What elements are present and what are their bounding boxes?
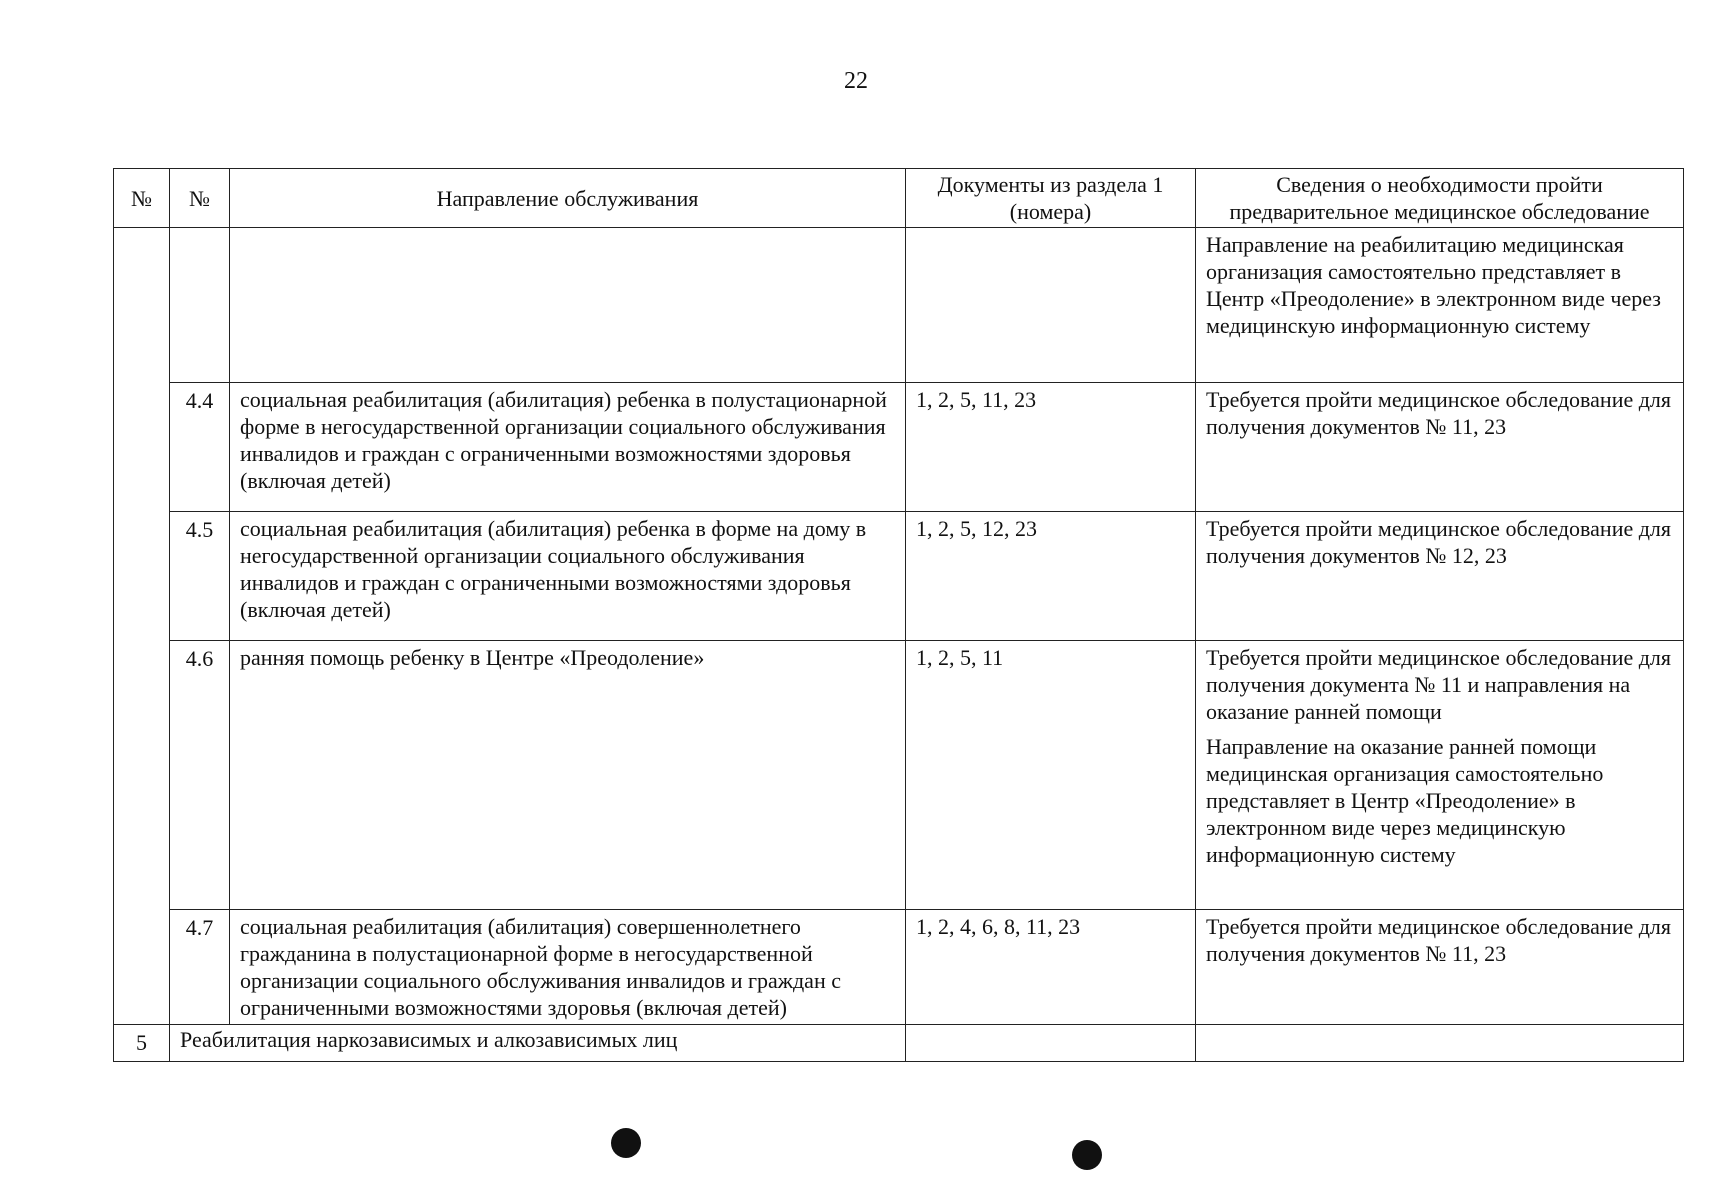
merged-num-cell [114, 228, 170, 1025]
row-documents: 1, 2, 4, 6, 8, 11, 23 [906, 910, 1196, 1025]
header-num-outer: № [114, 169, 170, 228]
row-documents: 1, 2, 5, 11 [906, 641, 1196, 910]
punch-hole-left [611, 1128, 641, 1158]
section-medical [1196, 1025, 1684, 1062]
table-header-row [114, 169, 1684, 228]
row-direction: социальная реабилитация (абилитация) совершеннолетнего гражданина в полустационарной форме в негосударственной организации социального обслуживания инвалидов и граждан с ограниченными возможностями здоровья (включая детей) [230, 910, 906, 1025]
table-row [114, 383, 1684, 512]
punch-hole-right [1072, 1140, 1102, 1170]
row-num-cell [170, 228, 230, 383]
table-row [114, 641, 1684, 910]
row-documents-cell [906, 228, 1196, 383]
row-direction: социальная реабилитация (абилитация) ребенка в форме на дому в негосударственной организации социального обслуживания инвалидов и граждан с ограниченными возможностями здоровья (включая детей) [230, 512, 906, 641]
row-num: 4.7 [170, 910, 230, 1025]
header-medical: Сведения о необходимости пройти предварительное медицинское обследование [1196, 169, 1684, 228]
continuation-note: Направление на реабилитацию медицинская организация самостоятельно представляет в Центр «Преодоление» в электронном виде через медицинскую информационную систему [1206, 232, 1661, 338]
row-medical-note: Направление на оказание ранней помощи медицинская организация самостоятельно представляет в Центр «Преодоление» в электронном виде через медицинскую информационную систему [1206, 734, 1604, 867]
row-medical-cell [1196, 641, 1684, 910]
row-direction-cell [230, 228, 906, 383]
table-row [114, 512, 1684, 641]
section-title: Реабилитация наркозависимых и алкозависимых лиц [170, 1025, 906, 1062]
row-direction: социальная реабилитация (абилитация) ребенка в полустационарной форме в негосударственной организации социального обслуживания инвалидов и граждан с ограниченными возможностями здоровья (включая детей) [230, 383, 906, 512]
header-num-inner: № [170, 169, 230, 228]
row-medical: Требуется пройти медицинское обследование для получения документов № 11, 23 [1196, 383, 1684, 512]
section-documents [906, 1025, 1196, 1062]
row-num: 4.4 [170, 383, 230, 512]
row-medical: Требуется пройти медицинское обследование для получения документов № 11, 23 [1196, 910, 1684, 1025]
row-num: 4.6 [170, 641, 230, 910]
services-table [113, 168, 1684, 1062]
row-medical: Требуется пройти медицинское обследование для получения документа № 11 и направления на оказание ранней помощи [1206, 645, 1672, 724]
row-documents: 1, 2, 5, 11, 23 [906, 383, 1196, 512]
row-num: 4.5 [170, 512, 230, 641]
section-row [114, 1025, 1684, 1062]
row-medical: Требуется пройти медицинское обследование для получения документов № 12, 23 [1196, 512, 1684, 641]
section-num: 5 [114, 1025, 170, 1062]
header-direction: Направление обслуживания [230, 169, 906, 228]
row-direction: ранняя помощь ребенку в Центре «Преодоление» [230, 641, 906, 910]
page-number: 22 [844, 68, 868, 94]
table-row [114, 910, 1684, 1025]
header-documents: Документы из раздела 1 (номера) [906, 169, 1196, 228]
table-row-continuation [114, 228, 1684, 383]
row-documents: 1, 2, 5, 12, 23 [906, 512, 1196, 641]
row-medical-cell [1196, 228, 1684, 383]
